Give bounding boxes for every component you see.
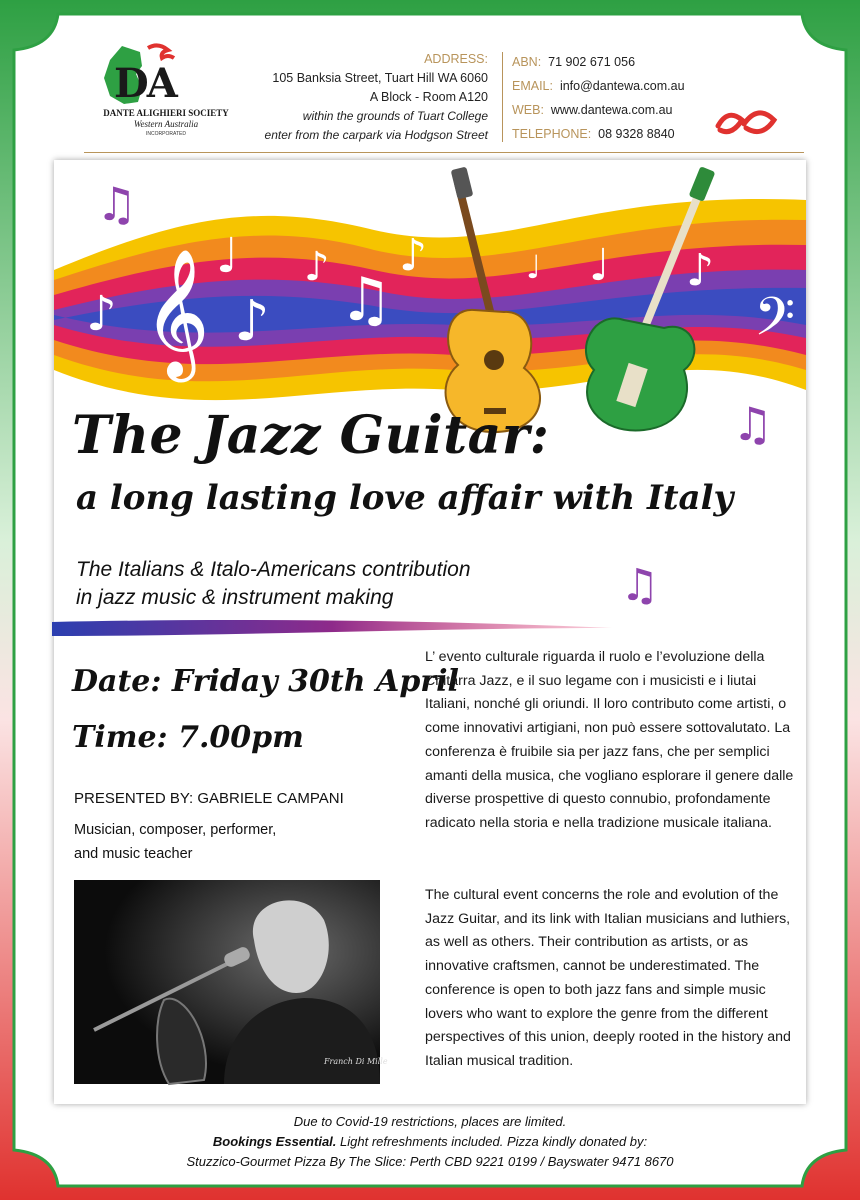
event-tagline: [76, 556, 471, 612]
abn-row: [512, 50, 685, 74]
address-line-4: enter from the carpark via Hodgson Street: [264, 128, 488, 142]
purple-note-icon: ♫: [96, 177, 138, 231]
web-row[interactable]: [512, 98, 685, 122]
svg-text:♫: ♫: [620, 560, 660, 611]
tagline-line-2: in jazz music & instrument making: [76, 586, 394, 609]
abn-value: 71 902 671 056: [548, 55, 636, 69]
presenter-name: PRESENTED BY: GABRIELE CAMPANI: [74, 790, 344, 807]
tagline-line-1: The Italians & Italo-Americans contribution: [76, 558, 471, 581]
description-english: The cultural event concerns the role and evolution of the Jazz Guitar, and its link with Italian musicians and luthiers, as well as others. Their contribution as artists, or as innovative craftsmen, cannot be underestimated. The conference is open to both jazz fans and simple music lovers who want to explore the genre from the different perspectives of this union, deeply rooted in the history and Italian musical tradition.: [425, 887, 791, 1069]
presenter-roles: [74, 818, 276, 866]
dante-logo: [96, 44, 236, 144]
music-note-icon: ♫: [339, 265, 393, 335]
address-label: ADDRESS:: [424, 52, 488, 66]
event-title: The Jazz Guitar:: [72, 405, 550, 466]
telephone-value: 08 9328 8840: [598, 127, 675, 141]
music-note-icon: ♪: [399, 230, 428, 281]
event-subtitle: a long lasting love affair with Italy: [76, 478, 734, 518]
footer-line-2: [0, 1132, 860, 1152]
address-line-3: within the grounds of Tuart College: [302, 109, 488, 123]
telephone-row: [512, 122, 685, 146]
presenter-photo-art: [74, 880, 388, 1084]
logo-region: Western Australia: [133, 119, 199, 129]
music-note-icon: ♪: [234, 289, 270, 354]
red-emblem-icon: [712, 104, 782, 144]
music-note-icon: ♪: [686, 245, 715, 296]
music-note-icon: ♪: [86, 286, 117, 342]
purple-note-icon: [620, 556, 664, 611]
svg-text:♫: ♫: [732, 397, 774, 451]
telephone-label: TELEPHONE:: [512, 127, 592, 141]
logo-org-name: DANTE ALIGHIERI SOCIETY: [103, 108, 229, 118]
header-rule: [84, 152, 804, 153]
purple-note-icon: [732, 397, 792, 451]
abn-label: ABN:: [512, 55, 542, 69]
email-row[interactable]: [512, 74, 685, 98]
footer-line-2-rest: Light refreshments included. Pizza kindly donated by:: [336, 1134, 648, 1149]
address-line-1: 105 Banksia Street, Tuart Hill WA 6060: [272, 71, 488, 85]
role-line-2: and music teacher: [74, 846, 193, 862]
web-label: WEB:: [512, 103, 544, 117]
logo-incorporated: INCORPORATED: [146, 131, 186, 137]
footer-line-3: Stuzzico-Gourmet Pizza By The Slice: Perth CBD 9221 0199 / Bayswater 9471 8670: [186, 1154, 674, 1169]
treble-clef-icon: 𝄞: [144, 248, 210, 376]
brush-divider: [52, 616, 612, 638]
header-divider: [502, 52, 503, 142]
music-note-icon: ♩: [589, 240, 610, 291]
footer-line-1: Due to Covid-19 restrictions, places are limited.: [293, 1114, 567, 1129]
contact-block: [512, 50, 685, 146]
role-line-1: Musician, composer, performer,: [74, 822, 277, 838]
bookings-essential: Bookings Essential.: [212, 1134, 337, 1149]
event-time: Time: 7.00pm: [72, 720, 304, 755]
email-label: EMAIL:: [512, 79, 553, 93]
bass-clef-icon: 𝄢: [754, 287, 796, 361]
event-date: Date: Friday 30th April: [72, 664, 459, 699]
music-note-icon: ♩: [216, 228, 239, 284]
address-block: [265, 50, 488, 145]
web-link[interactable]: www.dantewa.com.au: [550, 103, 673, 117]
logo-mark: DA: [114, 60, 176, 107]
description-italian: L’ evento culturale riguarda il ruolo e l’evoluzione della Chitarra Jazz, e il suo legame con i musicisti e i liutai Italiani, nonché gli oriundi. Il loro contributo come artisti, o come innovativi artigiani, non può essere sottovalutato. La conferenza è fruibile sia per jazz fans, che per semplici amanti della musica, che vogliano esplorare il genere dalle diverse prospettive di questo connubio, profondamente radicato nella storia e nella tradizione musicale italiana.: [425, 649, 794, 831]
footer-notice: [0, 1112, 860, 1172]
music-note-icon: ♩: [526, 248, 542, 286]
email-link[interactable]: info@dantewa.com.au: [559, 79, 685, 93]
music-note-icon: ♪: [304, 244, 330, 290]
presenter-photo: [74, 880, 388, 1084]
address-line-2: A Block - Room A120: [369, 90, 488, 104]
photo-signature: Franch Di Mille: [324, 1057, 388, 1066]
